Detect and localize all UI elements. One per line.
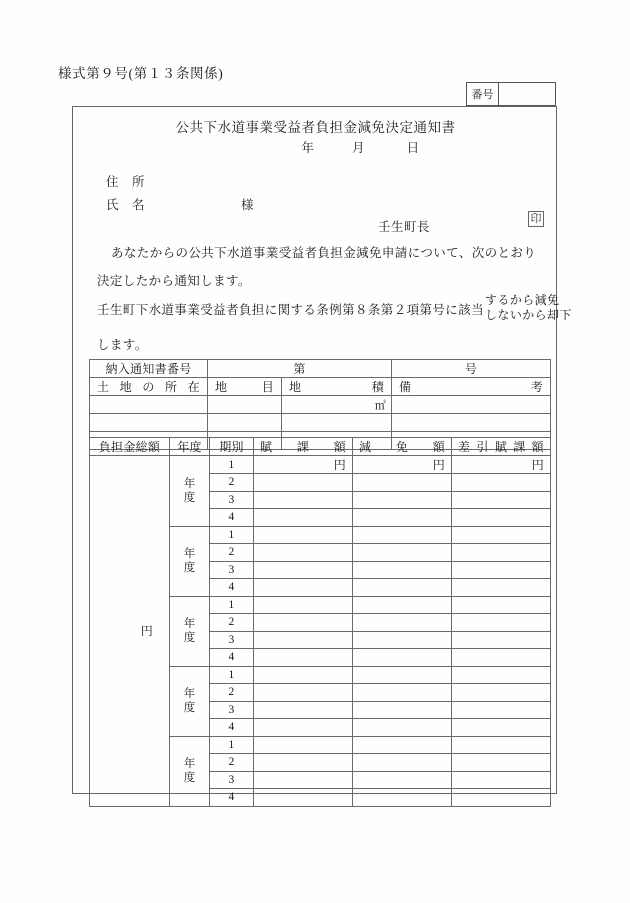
table-header-row (90, 378, 551, 396)
cell-net-levy-amount (452, 509, 551, 527)
cell-net-levy-amount (452, 491, 551, 509)
date-day-label: 日 (406, 141, 420, 155)
cell-net-levy-amount (452, 474, 551, 492)
cell-period: 3 (210, 771, 254, 789)
cell-reduction-amount (353, 666, 452, 684)
name-label: 氏 名 (106, 198, 146, 212)
notice-number-dai: 第 (208, 360, 392, 378)
cell-fiscal-year: 年 度 (170, 596, 210, 666)
notice-number-go: 号 (392, 360, 551, 378)
cell-fiscal-year: 年 度 (170, 456, 210, 527)
cell-net-levy-amount (452, 649, 551, 667)
cell-reduction-amount (353, 509, 452, 527)
header-total-levy: 負担金総額 (90, 438, 170, 456)
date-line (73, 138, 558, 156)
paragraph2-main-text: 壬生町下水道事業受益者負担に関する条例第８条第２項第 (97, 303, 433, 317)
cell-period: 4 (210, 579, 254, 597)
header-fiscal-year: 年度 (170, 438, 210, 456)
cell-levy-amount (254, 526, 353, 544)
levy-amount-table (89, 437, 551, 807)
cell-reduction-amount (353, 596, 452, 614)
cell-reduction-amount (353, 526, 452, 544)
header-land-area: 地積 (282, 378, 392, 396)
cell-period: 2 (210, 614, 254, 632)
cell-period: 1 (210, 736, 254, 754)
header-net-levy-amount: 差引賦課額 (452, 438, 551, 456)
cell-reduction-amount (353, 649, 452, 667)
header-period: 期別 (210, 438, 254, 456)
document-frame (72, 106, 572, 804)
cell-land-area: ㎡ (282, 396, 392, 414)
cell-period: 3 (210, 491, 254, 509)
form-number-label: 様式第９号(第１３条関係) (58, 66, 224, 81)
cell-levy-amount (254, 614, 353, 632)
cell-net-levy-amount (452, 544, 551, 562)
cell-net-levy-amount (452, 789, 551, 807)
cell-levy-amount (254, 649, 353, 667)
cell-levy-amount (254, 474, 353, 492)
cell-reduction-amount (353, 491, 452, 509)
table-row (90, 414, 551, 432)
issuer-title: 壬生町長 (378, 220, 431, 234)
date-year-label: 年 (301, 141, 315, 155)
cell-net-levy-amount (452, 684, 551, 702)
cell-levy-amount (254, 491, 353, 509)
cell-net-levy-amount (452, 526, 551, 544)
cell-net-levy-amount (452, 719, 551, 737)
cell-net-levy-amount (452, 596, 551, 614)
cell-levy-amount (254, 771, 353, 789)
choice-grant: するから減免 (485, 293, 560, 307)
cell-period: 2 (210, 544, 254, 562)
cell-levy-amount (254, 736, 353, 754)
document-title: 公共下水道事業受益者負担金減免決定通知書 (175, 120, 456, 135)
cell-reduction-amount (353, 579, 452, 597)
number-box-label: 番号 (467, 83, 499, 105)
cell-levy-amount (254, 509, 353, 527)
paragraph2-tail: します。 (97, 338, 148, 352)
cell-reduction-amount (353, 789, 452, 807)
cell-reduction-amount (353, 474, 452, 492)
header-land-category: 地目 (208, 378, 282, 396)
number-box-value (499, 83, 555, 105)
date-month-label: 月 (351, 141, 365, 155)
cell-period: 1 (210, 456, 254, 474)
cell-period: 3 (210, 561, 254, 579)
cell-levy-amount (254, 579, 353, 597)
cell-levy-amount (254, 666, 353, 684)
cell-period: 4 (210, 789, 254, 807)
cell-land-area (282, 414, 392, 432)
cell-net-levy-amount (452, 561, 551, 579)
cell-period: 3 (210, 701, 254, 719)
cell-land-location (90, 414, 208, 432)
cell-period: 4 (210, 719, 254, 737)
cell-levy-amount (254, 701, 353, 719)
table-row (90, 360, 551, 378)
cell-net-levy-amount (452, 631, 551, 649)
table-header-row (90, 438, 551, 456)
cell-levy-amount (254, 684, 353, 702)
cell-land-remarks (392, 414, 551, 432)
cell-net-levy-amount (452, 771, 551, 789)
cell-levy-amount (254, 719, 353, 737)
cell-levy-amount (254, 754, 353, 772)
cell-land-category (208, 414, 282, 432)
decision-choices (485, 293, 572, 323)
cell-land-location (90, 396, 208, 414)
cell-fiscal-year: 年 度 (170, 666, 210, 736)
cell-fiscal-year: 年 度 (170, 526, 210, 596)
cell-reduction-amount (353, 736, 452, 754)
table-row (90, 396, 551, 414)
header-levy-amount: 賦課額 (254, 438, 353, 456)
seal-stamp-box: 印 (528, 211, 544, 227)
cell-levy-amount: 円 (254, 456, 353, 474)
cell-period: 2 (210, 684, 254, 702)
cell-period: 3 (210, 631, 254, 649)
body-paragraph-2 (97, 293, 572, 322)
cell-reduction-amount (353, 684, 452, 702)
cell-land-remarks (392, 396, 551, 414)
number-box (466, 82, 556, 106)
cell-net-levy-amount (452, 701, 551, 719)
cell-levy-amount (254, 789, 353, 807)
cell-period: 1 (210, 526, 254, 544)
body-paragraph-1: あなたからの公共下水道事業受益者負担金減免申請について、次のとおり決定したから通知します。 (97, 246, 537, 288)
cell-levy-amount (254, 544, 353, 562)
cell-total-levy-unit: 円 (90, 456, 170, 807)
cell-net-levy-amount (452, 754, 551, 772)
cell-reduction-amount: 円 (353, 456, 452, 474)
header-reduction-amount: 減免額 (353, 438, 452, 456)
honorific-label: 様 (241, 198, 255, 212)
cell-period: 2 (210, 754, 254, 772)
cell-period: 1 (210, 666, 254, 684)
cell-reduction-amount (353, 631, 452, 649)
cell-period: 4 (210, 509, 254, 527)
cell-levy-amount (254, 631, 353, 649)
choice-reject: しないから却下 (485, 308, 572, 322)
cell-reduction-amount (353, 719, 452, 737)
cell-fiscal-year: 年 度 (170, 736, 210, 806)
header-land-location: 土地の所在 (90, 378, 208, 396)
cell-reduction-amount (353, 701, 452, 719)
cell-reduction-amount (353, 544, 452, 562)
cell-reduction-amount (353, 771, 452, 789)
cell-net-levy-amount: 円 (452, 456, 551, 474)
paragraph2-after-blank: 号に該当 (432, 303, 485, 317)
cell-period: 4 (210, 649, 254, 667)
cell-reduction-amount (353, 754, 452, 772)
cell-levy-amount (254, 561, 353, 579)
cell-net-levy-amount (452, 736, 551, 754)
cell-net-levy-amount (452, 579, 551, 597)
cell-period: 1 (210, 596, 254, 614)
cell-land-category (208, 396, 282, 414)
cell-reduction-amount (353, 614, 452, 632)
cell-reduction-amount (353, 561, 452, 579)
cell-period: 2 (210, 474, 254, 492)
table-row (90, 456, 551, 474)
cell-levy-amount (254, 596, 353, 614)
cell-net-levy-amount (452, 666, 551, 684)
address-label: 住 所 (106, 175, 146, 189)
header-land-remarks: 備考 (392, 378, 551, 396)
notice-number-label: 納入通知書番号 (90, 360, 208, 378)
cell-net-levy-amount (452, 614, 551, 632)
